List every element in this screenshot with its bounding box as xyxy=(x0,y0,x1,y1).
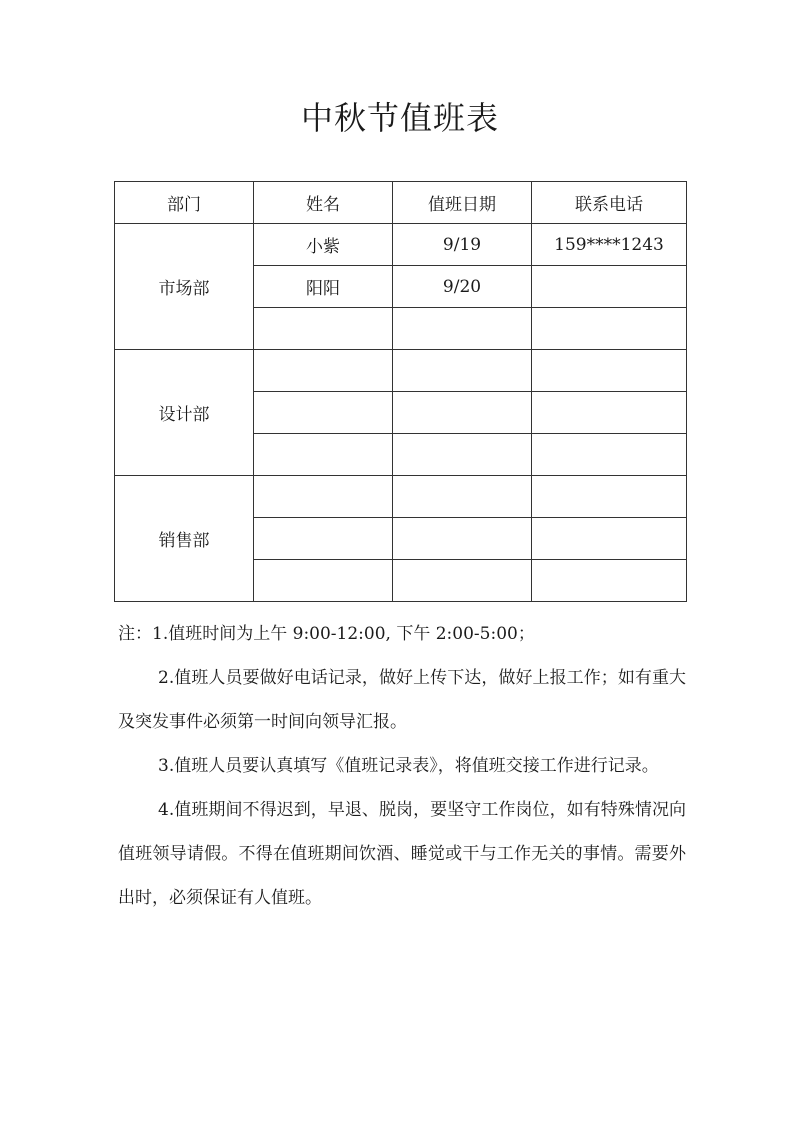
header-date: 值班日期 xyxy=(393,182,532,224)
date-cell xyxy=(393,392,532,434)
phone-cell xyxy=(532,308,687,350)
name-cell xyxy=(254,476,393,518)
note-2: 2.值班人员要做好电话记录，做好上传下达，做好上报工作；如有重大及突发事件必须第一时间向领导汇报。 xyxy=(118,668,686,732)
date-cell xyxy=(393,350,532,392)
phone-cell xyxy=(532,434,687,476)
date-cell xyxy=(393,518,532,560)
phone-cell: 159****1243 xyxy=(532,224,687,266)
date-cell xyxy=(393,308,532,350)
note-4: 4.值班期间不得迟到，早退、脱岗，要坚守工作岗位，如有特殊情况向值班领导请假。不得在值班期间饮酒、睡觉或干与工作无关的事情。需要外出时，必须保证有人值班。 xyxy=(118,800,686,908)
phone-cell xyxy=(532,350,687,392)
date-cell xyxy=(393,560,532,602)
header-row xyxy=(115,182,687,224)
name-cell: 阳阳 xyxy=(254,266,393,308)
name-cell xyxy=(254,560,393,602)
date-cell: 9/20 xyxy=(393,266,532,308)
date-cell xyxy=(393,434,532,476)
name-cell xyxy=(254,518,393,560)
name-cell xyxy=(254,392,393,434)
phone-cell xyxy=(532,392,687,434)
name-cell: 小紫 xyxy=(254,224,393,266)
phone-cell xyxy=(532,266,687,308)
phone-cell xyxy=(532,476,687,518)
header-phone: 联系电话 xyxy=(532,182,687,224)
table-row xyxy=(115,224,687,266)
date-cell: 9/19 xyxy=(393,224,532,266)
phone-cell xyxy=(532,560,687,602)
table-row xyxy=(115,350,687,392)
name-cell xyxy=(254,350,393,392)
note-1: 注：1.值班时间为上午 9:00-12:00, 下午 2:00-5:00； xyxy=(118,624,535,644)
duty-table xyxy=(114,181,687,602)
page-title: 中秋节值班表 xyxy=(300,99,499,137)
department-cell: 设计部 xyxy=(115,350,254,476)
note-3: 3.值班人员要认真填写《值班记录表》，将值班交接工作进行记录。 xyxy=(158,756,659,776)
name-cell xyxy=(254,434,393,476)
date-cell xyxy=(393,476,532,518)
notes-section xyxy=(118,612,686,920)
table-row xyxy=(115,476,687,518)
name-cell xyxy=(254,308,393,350)
department-cell: 销售部 xyxy=(115,476,254,602)
header-name: 姓名 xyxy=(254,182,393,224)
header-department: 部门 xyxy=(115,182,254,224)
department-cell: 市场部 xyxy=(115,224,254,350)
phone-cell xyxy=(532,518,687,560)
